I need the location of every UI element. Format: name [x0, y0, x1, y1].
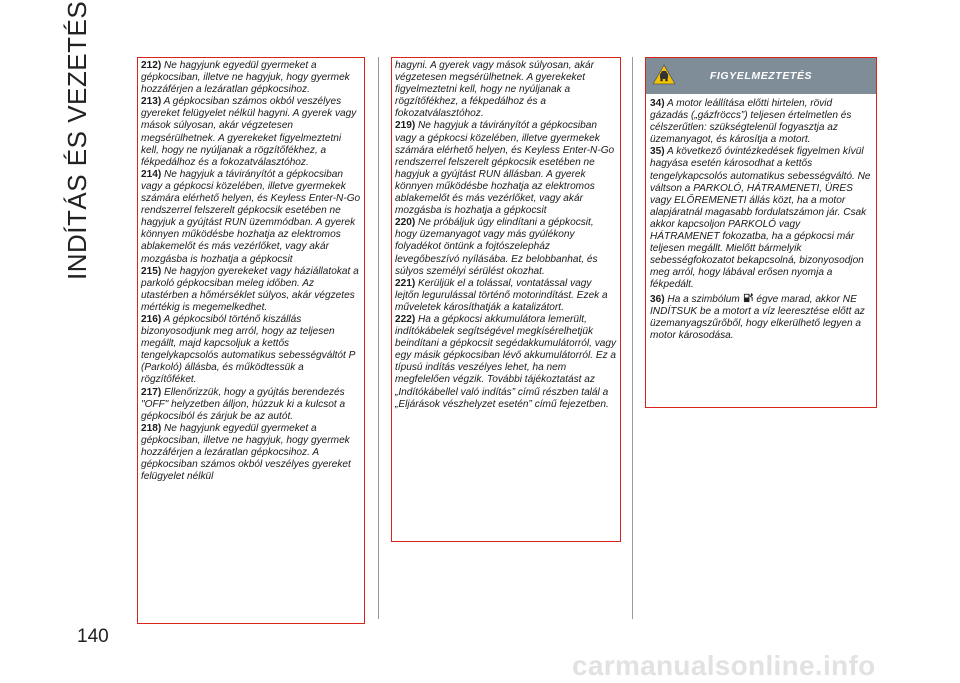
- item-text: Ne hagyjuk a távirányítót a gépkocsiban vagy a gépkocsi közelében, illetve gyermekek számára elérhető helyen, és Keyless Enter-N-Go rendszerrel felszerelt gépkocsik esetében ne hagyjuk a gyújtást RUN üzemmódban. A gyerek könnyen működésbe hozhatja az elektromos ablakemelőt és más vezérlőket, vagy akár mozgásba is hozhatja a gépkocsit: [141, 168, 361, 265]
- note-item: [395, 314, 617, 411]
- column-divider: [632, 57, 633, 619]
- item-number: 34): [650, 98, 665, 109]
- item-number: 216): [141, 313, 162, 325]
- notes-column-1: [137, 57, 365, 624]
- item-text: hagyni. A gyerek vagy mások súlyosan, akár végzetesen megsérülhetnek. A gyerekeket figyelmeztetni kell, hogy ne nyúljanak a rögzítőfékhez, a fékpedálhoz és a fokozatválasztóhoz.: [395, 60, 594, 120]
- item-text: Ha a gépkocsi akkumulátora lemerült, indítókábelek segítségével megkísérelhetjük beindítani a gépkocsit segédakkumulátorról, vagy egy másik gépkocsiban lévő akkumulátorról. Ez a típusú indítás veszélyes lehet, ha nem megfelelően végzik. További tájékoztatást az „Indítókábellel való indítás” című részben talál a „Eljárások vészhelyzet esetén” című fejezetben.: [395, 313, 617, 410]
- note-item: [395, 120, 617, 217]
- fuel-water-icon: [743, 292, 754, 303]
- note-item: [395, 217, 617, 277]
- warning-title: FIGYELMEZTETÉS: [709, 70, 813, 82]
- item-text: égve marad, akkor NE INDÍTSUK be a motort a víz leeresztése előtt az üzemanyagszűrőből, hogy elkerülhető legyen a motor károsodása.: [650, 293, 865, 341]
- item-number: 218): [141, 422, 162, 434]
- item-text: A gépkocsiban számos okból veszélyes gyereket felügyelet nélkül hagyni. A gyerek vagy mások súlyosan, akár végzetesen megsérülhetnek. A gyerekeket figyelmeztetni kell, hogy ne nyúljanak a rögzítőfékhez, a fékpedálhoz és a fokozatválasztóhoz.: [141, 96, 357, 168]
- item-text: Ne próbáljuk úgy elindítani a gépkocsit, hogy üzemanyagot vagy más gyúlékony folyadékot öntünk a fojtószelepház levegőbeszívó nyílásába. Ez belobbanhat, és súlyos személyi sérülést okozhat.: [395, 217, 598, 277]
- item-text: Ne hagyjunk egyedül gyermeket a gépkocsiban, illetve ne hagyjuk, hogy gyermek hozzáférjen a lezáratlan gépkocsihoz.: [141, 60, 350, 96]
- note-item: [141, 314, 361, 387]
- item-number: 212): [141, 60, 162, 71]
- warning-box: [645, 57, 877, 408]
- notes-column-2: [391, 57, 621, 542]
- note-item: [141, 169, 361, 266]
- item-text: A következő óvintézkedések figyelmen kívül hagyása esetén károsodhat a kettős tengelykapcsolós automatikus sebességváltó. Ne váltson a PARKOLÓ, HÁTRAMENETI, ÜRES vagy ELŐREMENETI állás közt, ha a motor alapjáratnál magasabb fordulatszámon jár. Csak akkor kapcsoljon PARKOLÓ vagy HÁTRAMENET fokozatba, ha a gépkocsi már teljesen megállt. Mielőtt bármelyik sebességfokozatot bekapcsolná, bizonyosodjon meg arról, hogy lábával erősen nyomja a fékpedált.: [650, 146, 871, 291]
- note-item: [141, 266, 361, 314]
- note-item: [141, 96, 361, 169]
- warning-body: [646, 94, 876, 345]
- item-text: Ha a szimbólum: [667, 293, 740, 305]
- section-title: INDÍTÁS ÉS VEZETÉS: [62, 0, 92, 280]
- item-text: A motor leállítása előtti hirtelen, rövid gázadás („gázfröccs”) teljesen értelmetlen és célszerűtlen: szükségtelenül fogyasztja az üzemanyagot, és károsítja a motort.: [650, 98, 852, 146]
- item-number: 215): [141, 265, 162, 277]
- item-number: 220): [395, 217, 416, 229]
- page-number: 140: [77, 626, 109, 647]
- warning-header: [646, 58, 876, 94]
- item-text: Ne hagyjunk egyedül gyermeket a gépkocsiban, illetve ne hagyjuk, hogy gyermek hozzáférjen a lezáratlan gépkocsihoz. A gépkocsiban számos okból veszélyes gyereket felügyelet nélkül: [141, 422, 351, 483]
- note-item: [141, 423, 361, 483]
- item-number: 221): [395, 277, 416, 289]
- item-number: 213): [141, 96, 162, 108]
- item-number: 217): [141, 386, 162, 398]
- item-number: 214): [141, 168, 162, 180]
- warning-item: [650, 98, 872, 146]
- warning-item: [650, 292, 872, 342]
- item-number: 35): [650, 146, 665, 158]
- item-text: A gépkocsiból történő kiszállás bizonyosodjunk meg arról, hogy az teljesen megállt, majd kapcsoljuk a kettős tengelykapcsolós automatikus sebességváltót P (Parkoló) állásba, és működtessük a rögzítőféket.: [141, 313, 355, 386]
- watermark: carmanualsonline.info: [572, 650, 876, 681]
- item-text: Ne hagyjon gyerekeket vagy háziállatokat a parkoló gépkocsiban meleg időben. Az utastérben a hőmérséklet súlyos, akár végzetes mértékig is megemelkedhet.: [141, 265, 359, 313]
- item-text: Ne hagyjuk a távirányítót a gépkocsiban vagy a gépkocsi közelében, illetve gyermekek számára elérhető helyen, és Keyless Enter-N-Go rendszerrel felszerelt gépkocsik esetében ne hagyjuk a gyújtást RUN állásban. A gyerek könnyen működésbe hozhatja az elektromos ablakemelőt és más vezérlőket, vagy akár mozgásba is hozhatja a gépkocsit: [395, 120, 615, 217]
- item-number: 222): [395, 313, 416, 325]
- item-number: 36): [650, 293, 665, 305]
- warning-triangle-icon: [652, 63, 676, 87]
- item-text: Kerüljük el a tolással, vontatással vagy lejtőn legurulással történő motorindítást. Ezek a műveletek károsíthatják a katalizátort.: [395, 277, 608, 313]
- column-divider: [378, 57, 379, 619]
- note-item: [141, 387, 361, 423]
- item-number: 219): [395, 120, 416, 132]
- note-item: [141, 60, 361, 96]
- item-text: Ellenőrizzük, hogy a gyújtás berendezés "OFF" helyzetben álljon, húzzuk ki a kulcsot a gépkocsiból és zárjuk be az autót.: [141, 386, 346, 422]
- note-item: [395, 278, 617, 314]
- warning-item: [650, 146, 872, 291]
- note-item: [395, 60, 617, 120]
